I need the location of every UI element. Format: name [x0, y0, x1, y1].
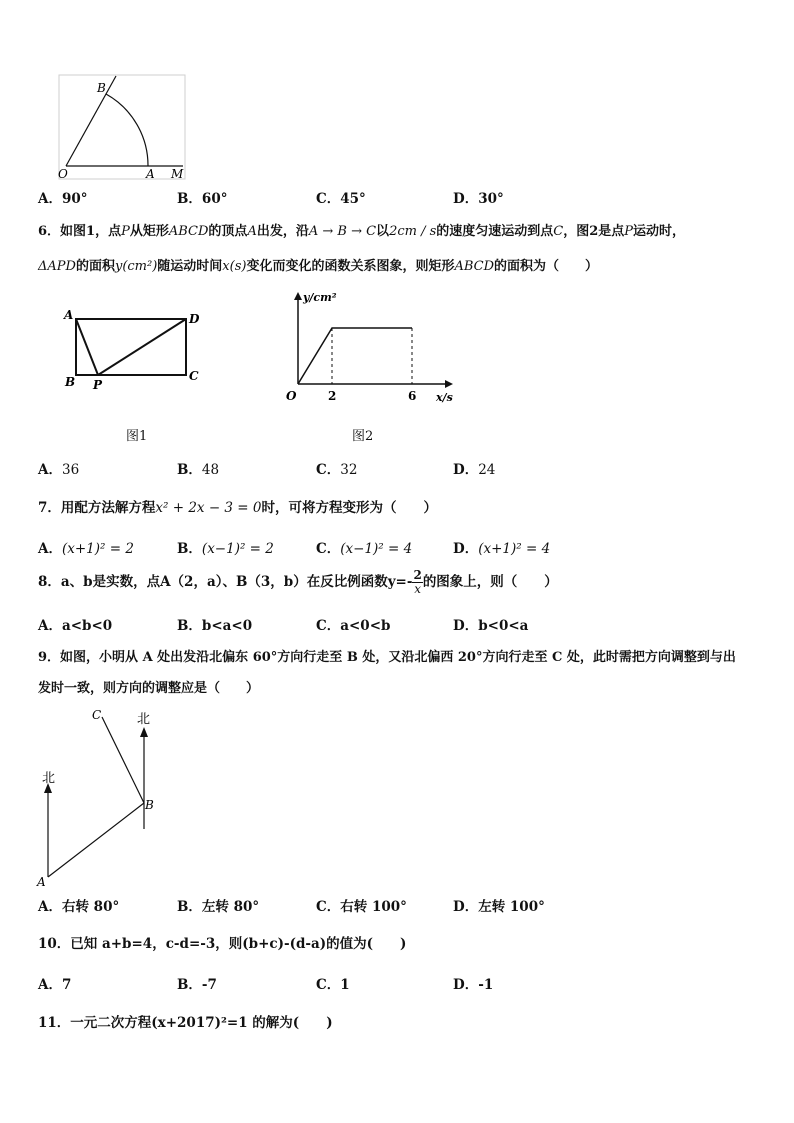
q6-option-a[interactable]: A．36 [38, 462, 80, 478]
q8-option-b[interactable]: B．b<a<0 [177, 618, 253, 634]
x-axis-arrow [445, 380, 453, 388]
label-p: P [93, 378, 103, 392]
q10-option-c[interactable]: C．1 [316, 977, 350, 993]
label-a: A [37, 875, 46, 889]
label-b: B [145, 798, 154, 812]
q6-figure2-caption: 图2 [352, 429, 374, 444]
label-a: A [64, 308, 74, 322]
q7-option-b[interactable]: B．(x−1)² = 2 [177, 541, 274, 557]
q6-stem-line2: ΔAPD的面积y(cm²)随运动时间x(s)变化而变化的函数关系图象，则矩形ABCD的面积为（ ） [38, 259, 599, 274]
label-b: B [97, 81, 106, 95]
q9-stem-line2: 发时一致，则方向的调整应是（ ） [38, 681, 260, 696]
q9-direction-figure [30, 705, 170, 890]
q7-stem: 7．用配方法解方程x² + 2x − 3 = 0时，可将方程变形为（ ） [38, 500, 437, 516]
q10-option-b[interactable]: B．-7 [177, 977, 217, 993]
ray-ob [66, 76, 116, 166]
q9-option-b[interactable]: B．左转 80° [177, 899, 260, 915]
q9-option-a[interactable]: A．右转 80° [38, 899, 120, 915]
q6-figure2-graph [270, 288, 460, 408]
label-north-a: 北 [42, 771, 56, 786]
q9-stem-line1: 9．如图，小明从 A 处出发沿北偏东 60°方向行走至 B 处，又沿北偏西 20°方向行走至 C 处，此时需把方向调整到与出 [38, 650, 736, 665]
q5-option-c[interactable]: C．45° [316, 191, 366, 207]
label-c: C [92, 708, 102, 722]
x-axis-label: x/s [436, 391, 453, 404]
series-line [298, 328, 412, 384]
q5-figure-frame [59, 75, 185, 179]
q8-option-d[interactable]: D．b<0<a [453, 618, 529, 634]
q6-option-b[interactable]: B．48 [177, 462, 220, 478]
q8-stem: 8．a、b是实数，点A（2，a）、B（3，b）在反比例函数y=- $\frac{2}{x}$ 的图象上，则（ ） [38, 568, 558, 596]
label-c: C [189, 369, 199, 383]
label-a: A [146, 167, 155, 181]
q7-option-c[interactable]: C．(x−1)² = 4 [316, 541, 413, 557]
q10-option-a[interactable]: A．7 [38, 977, 72, 993]
north-arrow-b [140, 727, 148, 737]
q8-fraction: $\frac{2}{x}$ [413, 568, 422, 596]
q5-figure [58, 74, 188, 182]
x-tick-2: 2 [328, 389, 337, 403]
q6-option-d[interactable]: D．24 [453, 462, 496, 478]
q5-option-a[interactable]: A．90° [38, 191, 88, 207]
q5-option-b[interactable]: B．60° [177, 191, 228, 207]
q11-stem: 11．一元二次方程(x+2017)²=1 的解为( ) [38, 1015, 333, 1031]
rect-abcd [76, 319, 186, 375]
path-bc [102, 717, 144, 803]
q10-stem: 10．已知 a+b=4，c-d=-3，则(b+c)-(d-a)的值为( ) [38, 936, 407, 952]
segment-ap [76, 319, 98, 375]
segment-pd [98, 319, 186, 375]
q6-figure1-caption: 图1 [126, 429, 148, 444]
label-b: B [65, 375, 76, 389]
q8-option-a[interactable]: A．a<b<0 [38, 618, 113, 634]
q9-option-c[interactable]: C．右转 100° [316, 899, 407, 915]
label-m: M [171, 167, 184, 181]
y-axis-arrow [294, 292, 302, 300]
q10-option-d[interactable]: D．-1 [453, 977, 494, 993]
q6-option-c[interactable]: C．32 [316, 462, 358, 478]
label-o: O [58, 167, 68, 181]
q7-option-d[interactable]: D．(x+1)² = 4 [453, 541, 551, 557]
q8-option-c[interactable]: C．a<0<b [316, 618, 391, 634]
y-axis-label: y/cm² [303, 291, 337, 304]
arc-ab [106, 94, 148, 166]
path-ab [48, 803, 144, 877]
q6-figure1-rectangle [60, 305, 210, 395]
label-north-b: 北 [137, 712, 151, 727]
label-d: D [189, 312, 200, 326]
x-tick-6: 6 [408, 389, 417, 403]
q7-option-a[interactable]: A．(x+1)² = 2 [38, 541, 134, 557]
q9-option-d[interactable]: D．左转 100° [453, 899, 545, 915]
origin-label: O [286, 389, 297, 403]
q6-stem-line1: 6．如图1，点P从矩形ABCD的顶点A出发，沿A → B → C以2cm / s的速度匀速运动到点C，图2是点P运动时， [38, 224, 686, 239]
q5-option-d[interactable]: D．30° [453, 191, 504, 207]
